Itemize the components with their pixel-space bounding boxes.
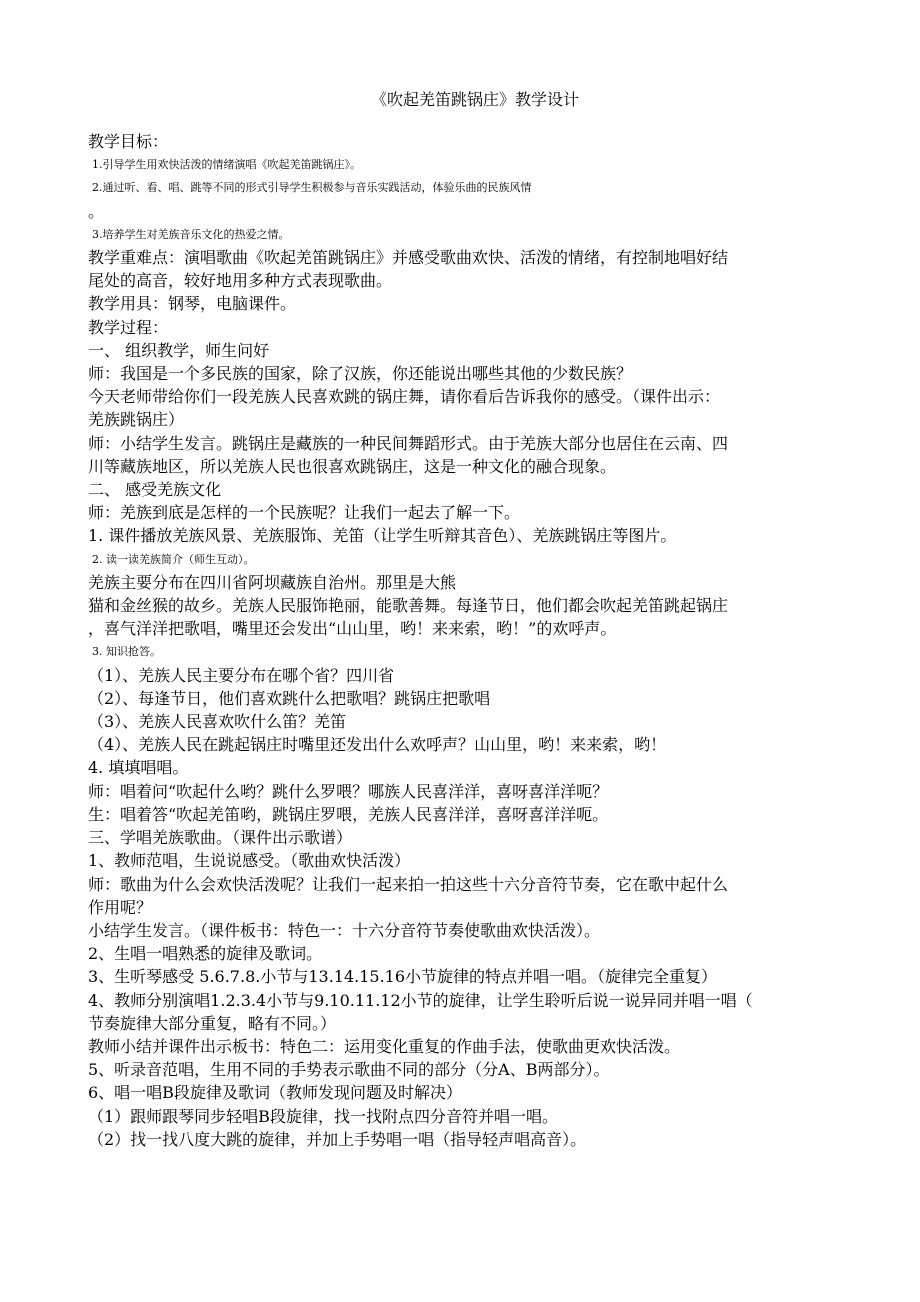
text-line: 3、生听琴感受 5.6.7.8.小节与13.14.15.16小节旋律的特点并唱一唱。（旋律完全重复） [88,967,718,987]
text-line: 今天老师带给你们一段羌族人民喜欢跳的锅庄舞，请你看后告诉我你的感受。（课件出示： [88,387,721,407]
text-line: 羌族主要分布在四川省阿坝藏族自治州。那里是大熊 [88,572,457,592]
text-line: 。 [88,201,105,221]
text-line: （1）跟师跟琴同步轻唱B段旋律，找一找附点四分音符并唱一唱。 [88,1106,558,1126]
text-line: 猫和金丝猴的故乡。羌族人民服饰艳丽，能歌善舞。每逢节日，他们都会吹起羌笛跳起锅庄 [88,596,729,616]
text-line: 教师小结并课件出示板书：特色二：运用变化重复的作曲手法，使歌曲更欢快活泼。 [88,1036,681,1056]
text-line: 师：羌族到底是怎样的一个民族呢？让我们一起去了解一下。 [88,503,521,523]
text-line: 2、生唱一唱熟悉的旋律及歌词。 [88,944,323,964]
text-line: 3. 知识抢答。 [92,645,161,659]
text-line: 三、学唱羌族歌曲。（课件出示歌谱） [88,828,353,848]
text-line: 节奏旋律大部分重复，略有不同。） [88,1013,337,1033]
text-line: 师：歌曲为什么会欢快活泼呢？让我们一起来拍一拍这些十六分音符节奏，它在歌中起什么 [88,874,729,894]
text-line: 教学目标： [88,132,169,151]
text-line: 3.培养学生对羌族音乐文化的热爱之情。 [92,227,290,241]
text-line: 生：唱着答“吹起羌笛哟，跳锅庄罗喂，羌族人民喜洋洋，喜呀喜洋洋呃。 [88,804,609,824]
text-line: 尾处的高音，较好地用多种方式表现歌曲。 [88,271,393,291]
text-line: 6、唱一唱B段旋律及歌词（教师发现问题及时解决） [88,1083,462,1103]
text-line: （2）找一找八度大跳的旋律，并加上手势唱一唱（指导轻声唱高音）。 [88,1129,587,1149]
text-line: 教学重难点：演唱歌曲《吹起羌笛跳锅庄》并感受歌曲欢快、活泼的情绪，有控制地唱好结 [88,248,729,268]
text-line: 师：小结学生发言。跳锅庄是藏族的一种民间舞蹈形式。由于羌族大部分也居住在云南、四 [88,433,729,453]
text-line: （3）、羌族人民喜欢吹什么笛？羌笛 [88,712,347,732]
text-line: 2.通过听、看、唱、跳等不同的形式引导学生积极参与音乐实践活动，体验乐曲的民族风情 [92,181,532,195]
document-body [88,130,848,1151]
text-line: 1.引导学生用欢快活泼的情绪演唱《吹起羌笛跳锅庄》。 [92,158,361,172]
text-line: 小结学生发言。（课件板书：特色一：十六分音符节奏使歌曲欢快活泼）。 [88,920,601,940]
text-line: 一、 组织教学，师生问好 [88,340,270,360]
text-line: 2. 读一读羌族简介（师生互动）。 [92,552,255,566]
document-page [88,89,848,1151]
text-line: 师：唱着问“吹起什么哟？跳什么罗喂？哪族人民喜洋洋，喜呀喜洋洋呃？ [88,781,609,801]
text-line: 作用呢？ [88,897,153,917]
text-line: ，喜气洋洋把歌唱，嘴里还会发出“山山里，哟！来来索，哟！”的欢呼声。 [88,619,617,639]
text-line: 1. 课件播放羌族风景、羌族服饰、羌笛（让学生听辩其音色）、羌族跳锅庄等图片。 [88,526,677,546]
text-line: 二、 感受羌族文化 [88,480,222,500]
text-line: 师：我国是一个多民族的国家，除了汉族，你还能说出哪些其他的少数民族？ [88,364,633,384]
text-line: 4. 填填唱唱。 [88,758,189,778]
text-line: 教学过程： [88,317,169,337]
text-line: 4、教师分别演唱1.2.3.4小节与9.10.11.12小节的旋律，让学生聆听后说一说异同并唱一唱（ [88,990,753,1010]
text-line: 羌族跳锅庄） [88,410,185,430]
document-title: 《吹起羌笛跳锅庄》教学设计 [370,90,579,109]
text-line: 1、教师范唱，生说说感受。（歌曲欢快活泼） [88,851,411,871]
text-line: （2）、每逢节日，他们喜欢跳什么把歌唱？跳锅庄把歌唱 [88,688,491,708]
text-line: 川等藏族地区，所以羌族人民也很喜欢跳锅庄，这是一种文化的融合现象。 [88,456,617,476]
text-line: （4）、羌族人民在跳起锅庄时嘴里还发出什么欢呼声？山山里，哟！来来索，哟！ [88,735,667,755]
text-line: 教学用具：钢琴，电脑课件。 [88,294,297,314]
text-line: 5、听录音范唱，生用不同的手势表示歌曲不同的部分（分A、B两部分）。 [88,1060,610,1080]
text-line: （1）、羌族人民主要分布在哪个省？四川省 [88,665,395,685]
